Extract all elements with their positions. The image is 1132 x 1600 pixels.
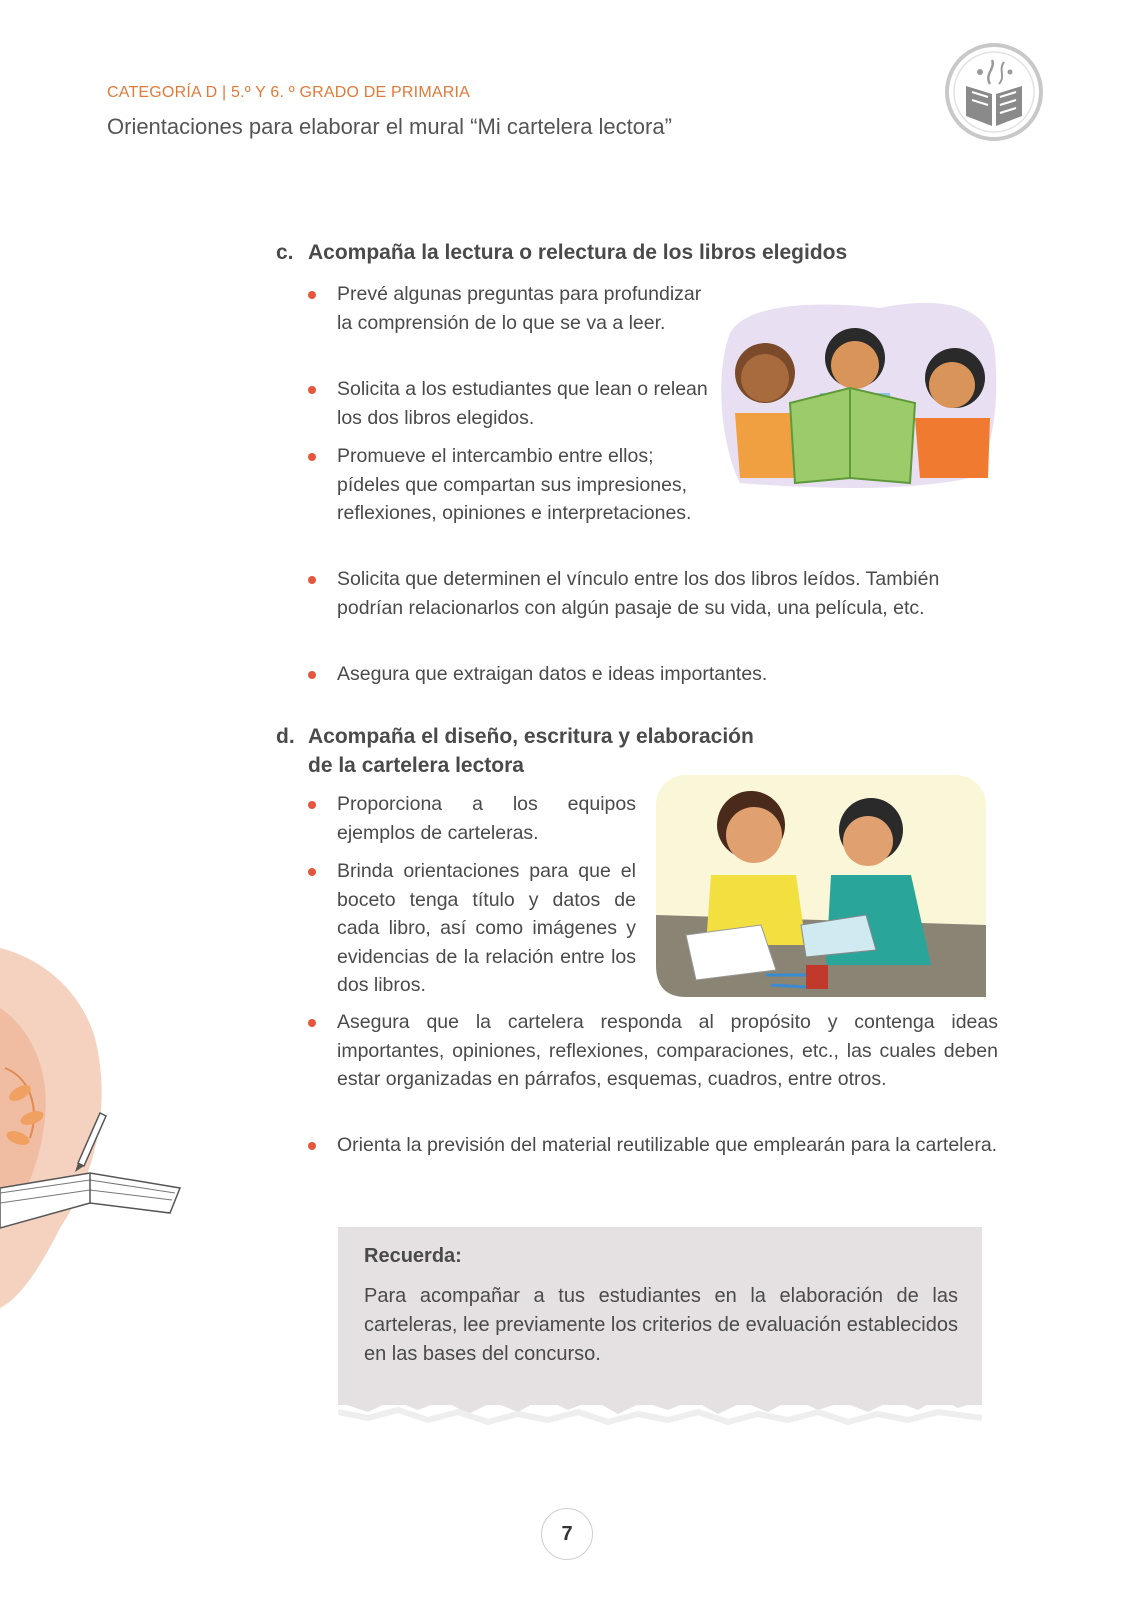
bullet-c5 [308,660,998,689]
bullet-d4 [308,1131,998,1160]
bullet-c2-text: Solicita a los estudiantes que lean o relean los dos libros elegidos. [337,378,708,429]
open-book-logo-icon [944,42,1044,142]
section-d-title-line2: de la cartelera lectora [308,754,524,777]
bullet-d2-text: Brinda orientaciones para que el boceto tenga título y datos de cada libro, así como imágenes y evidencias de la relación entre los dos libros. [337,860,636,996]
remember-text: Para acompañar a tus estudiantes en la elaboración de las carteleras, lee previamente los criterios de evaluación establecidos en las bases del concurso. [364,1285,958,1365]
section-c-letter: c. [276,241,294,264]
book-leaves-decoration [0,948,200,1328]
section-d-title-line1: Acompaña el diseño, escritura y elaboración [308,725,754,748]
bullet-c5-text: Asegura que extraigan datos e ideas importantes. [337,663,768,685]
bullet-c4 [308,565,998,622]
bullet-c1 [308,280,708,337]
bullet-d4-text: Orienta la previsión del material reutilizable que emplearán para la cartelera. [337,1134,998,1156]
remember-title: Recuerda: [364,1245,462,1267]
bullet-c4-text: Solicita que determinen el vínculo entre los dos libros leídos. También podrían relacionarlos con algún pasaje de su vida, una película, etc. [337,568,940,619]
section-c-title-text: Acompaña la lectura o relectura de los libros elegidos [308,241,848,264]
page-number: 7 [541,1508,593,1560]
bullet-c2 [308,375,708,432]
bullet-d3 [308,1008,998,1094]
bullet-c3-text: Promueve el intercambio entre ellos; pídeles que compartan sus impresiones, reflexiones, opiniones e interpretaciones. [337,445,692,524]
page-subtitle: Orientaciones para elaborar el mural “Mi cartelera lectora” [107,114,672,139]
section-d-title [276,722,754,780]
bullet-d1-text: Proporciona a los equipos ejemplos de carteleras. [337,793,636,844]
section-c-title [276,238,847,267]
torn-paper-edge [338,1390,982,1430]
category-label: CATEGORÍA D | 5.º Y 6. º GRADO DE PRIMARIA [107,84,470,101]
bullet-d1 [308,790,636,847]
bullet-d3-text: Asegura que la cartelera responda al propósito y contenga ideas importantes, opiniones, reflexiones, comparaciones, etc., las cuales deben estar organizadas en párrafos, esquemas, cuadros, entre otros. [337,1011,998,1090]
children-drawing-illustration [656,775,986,997]
bullet-c3 [308,442,698,528]
children-reading-illustration [720,293,1000,493]
bullet-c1-text: Prevé algunas preguntas para profundizar la comprensión de lo que se va a leer. [337,283,702,334]
section-d-letter: d. [276,725,295,748]
bullet-d2 [308,857,636,1000]
